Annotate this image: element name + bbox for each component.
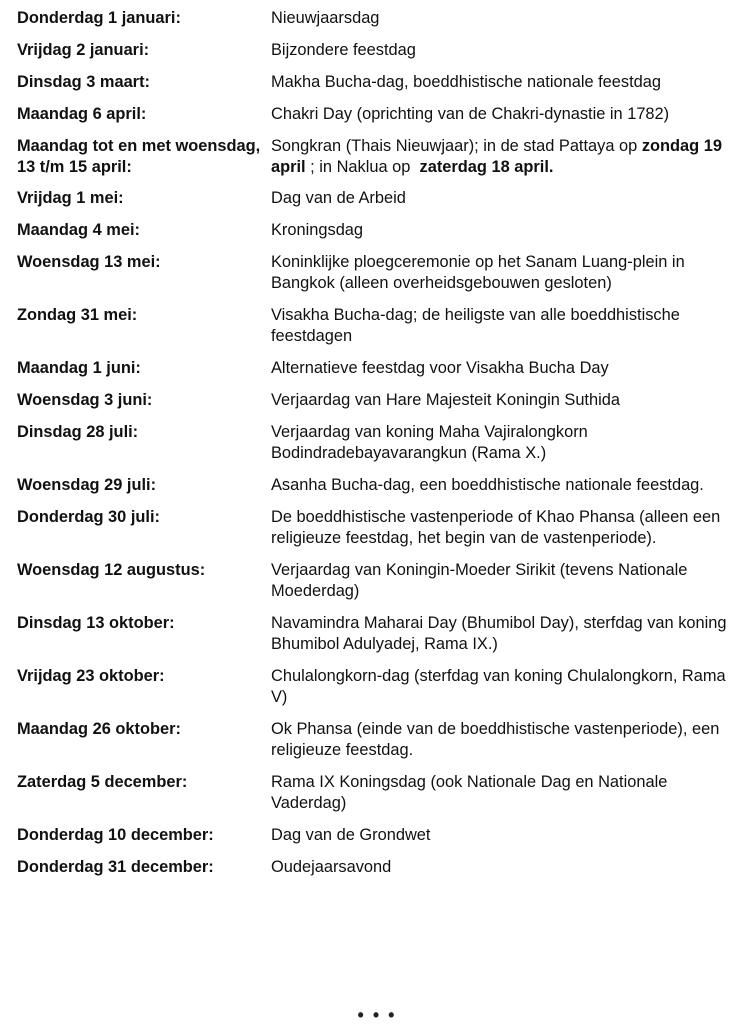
holiday-row: [17, 560, 737, 602]
holiday-date: Zondag 31 mei:: [17, 306, 138, 324]
holiday-description: Oudejaarsavond: [271, 858, 392, 876]
holiday-date: Donderdag 31 december:: [17, 858, 214, 876]
holiday-description: Asanha Bucha-dag, een boeddhistische nationale feestdag.: [271, 476, 704, 494]
more-indicator: • • •: [357, 1005, 397, 1025]
holiday-description: De boeddhistische vastenperiode of Khao Phansa (alleen een religieuze feestdag, het begin van de vastenperiode).: [271, 508, 721, 547]
holiday-description: Koninklijke ploegceremonie op het Sanam Luang-plein in Bangkok (alleen overheidsgebouwen gesloten): [271, 253, 685, 292]
holiday-row: [17, 40, 737, 61]
holiday-description: Visakha Bucha-dag; de heiligste van alle boeddhistische feestdagen: [271, 306, 680, 345]
holiday-description: Chakri Day (oprichting van de Chakri-dynastie in 1782): [271, 105, 670, 123]
holiday-date: Maandag 6 april:: [17, 105, 147, 123]
holiday-row: [17, 72, 737, 93]
holiday-description: Rama IX Koningsdag (ook Nationale Dag en Nationale Vaderdag): [271, 773, 668, 812]
holiday-date: Maandag 26 oktober:: [17, 720, 181, 738]
holiday-date: Vrijdag 23 oktober:: [17, 667, 165, 685]
holiday-description: Verjaardag van Koningin-Moeder Sirikit (tevens Nationale Moederdag): [271, 561, 688, 600]
holiday-date: Dinsdag 3 maart:: [17, 73, 150, 91]
holiday-description: Verjaardag van Hare Majesteit Koningin Suthida: [271, 391, 620, 409]
holiday-row: [17, 857, 737, 878]
pattaya-date: zondag 19 april: [271, 137, 722, 176]
holiday-date: Zaterdag 5 december:: [17, 773, 188, 791]
holiday-row: [17, 104, 737, 125]
holiday-date: Woensdag 13 mei:: [17, 253, 161, 271]
holiday-date: Maandag 4 mei:: [17, 221, 140, 239]
holiday-row: [17, 8, 737, 29]
naklua-date: zaterdag 18 april.: [419, 158, 554, 176]
holiday-row: [17, 613, 737, 655]
holiday-date: Woensdag 3 juni:: [17, 391, 153, 409]
holiday-row: [17, 422, 737, 464]
holiday-description: Alternatieve feestdag voor Visakha Bucha Day: [271, 359, 609, 377]
holiday-date: Vrijdag 1 mei:: [17, 189, 124, 207]
holiday-row: [17, 825, 737, 846]
holiday-date: Woensdag 12 augustus:: [17, 561, 206, 579]
holiday-description: Makha Bucha-dag, boeddhistische nationale feestdag: [271, 73, 662, 91]
holiday-row: [17, 220, 737, 241]
holiday-description: Nieuwjaarsdag: [271, 9, 380, 27]
holiday-row: [17, 252, 737, 294]
holiday-description: Verjaardag van koning Maha Vajiralongkorn Bodindradebayavarangkun (Rama X.): [271, 423, 588, 462]
holiday-date: Dinsdag 28 juli:: [17, 423, 139, 441]
holiday-row: [17, 772, 737, 814]
holiday-description: Kroningsdag: [271, 221, 364, 239]
holiday-date: Woensdag 29 juli:: [17, 476, 157, 494]
holiday-row: [17, 507, 737, 549]
holiday-description: Dag van de Arbeid: [271, 189, 406, 207]
holiday-row: [17, 305, 737, 347]
holiday-description: Ok Phansa (einde van de boeddhistische vastenperiode), een religieuze feestdag.: [271, 720, 720, 759]
holiday-description: Bijzondere feestdag: [271, 41, 416, 59]
description-text: ; in Naklua op: [305, 158, 420, 176]
holiday-date: Maandag tot en met woensdag, 13 t/m 15 april:: [17, 137, 261, 176]
holiday-date: Maandag 1 juni:: [17, 359, 141, 377]
holiday-row: [17, 136, 737, 178]
holiday-row: [17, 188, 737, 209]
holiday-list: [17, 8, 737, 878]
holiday-row: [17, 475, 737, 496]
holiday-description: Navamindra Maharai Day (Bhumibol Day), sterfdag van koning Bhumibol Adulyadej, Rama IX.): [271, 614, 727, 653]
holiday-date: Donderdag 30 juli:: [17, 508, 160, 526]
holiday-row: [17, 719, 737, 761]
holiday-row: [17, 390, 737, 411]
holiday-description: Dag van de Grondwet: [271, 826, 431, 844]
holiday-date: Donderdag 10 december:: [17, 826, 214, 844]
holiday-row: [17, 358, 737, 379]
holiday-date: Vrijdag 2 januari:: [17, 41, 150, 59]
holiday-date: Donderdag 1 januari:: [17, 9, 181, 27]
holiday-row: [17, 666, 737, 708]
holiday-description: Chulalongkorn-dag (sterfdag van koning Chulalongkorn, Rama V): [271, 667, 726, 706]
holiday-date: Dinsdag 13 oktober:: [17, 614, 175, 632]
description-text: Songkran (Thais Nieuwjaar); in de stad Pattaya op: [271, 137, 642, 155]
holiday-description: [271, 136, 737, 178]
